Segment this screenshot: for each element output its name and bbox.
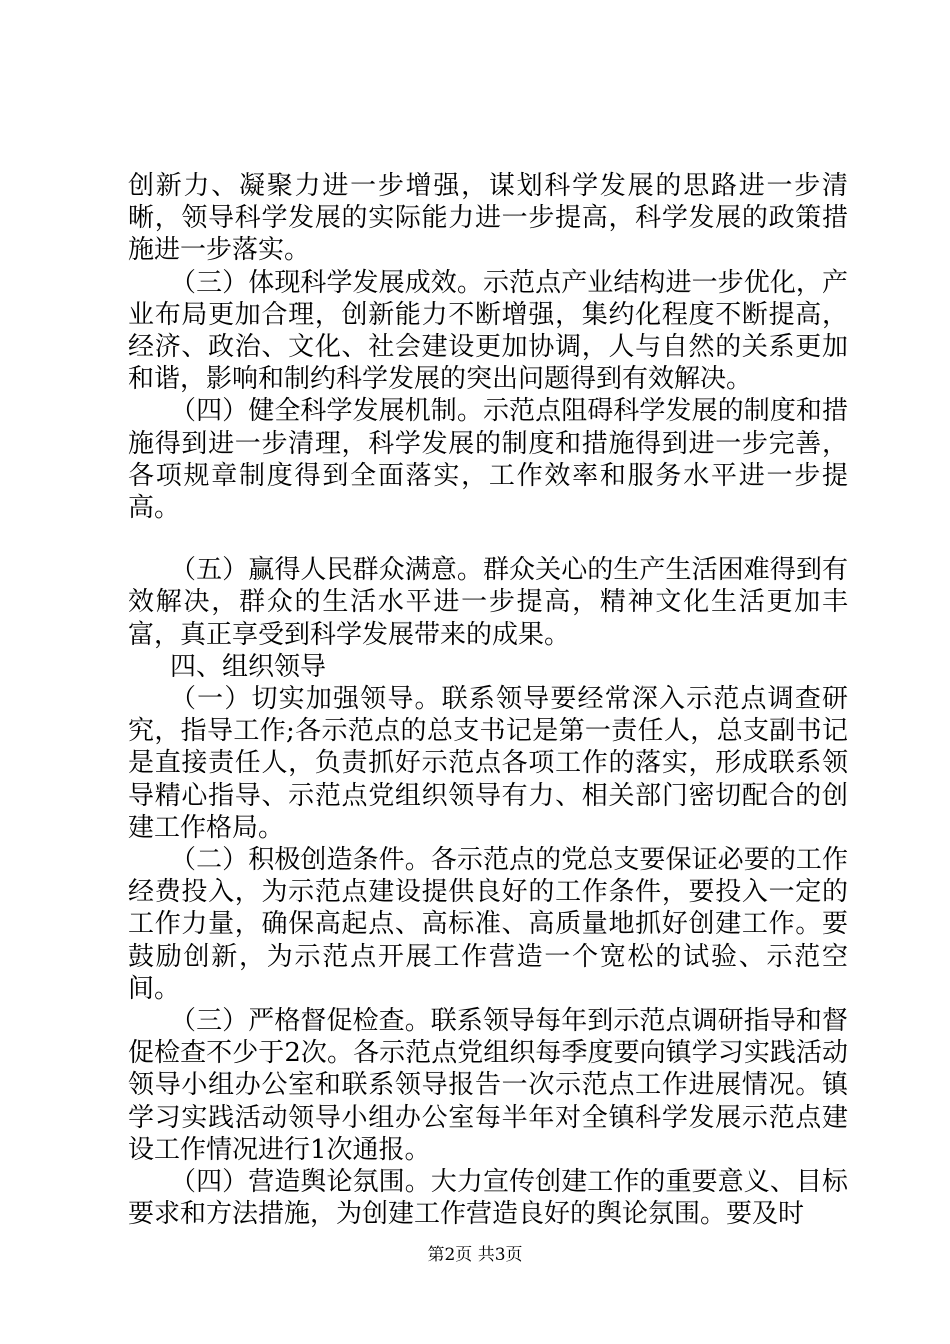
paragraph-leadership-2: （二）积极创造条件。各示范点的党总支要保证必要的工作经费投入，为示范点建设提供良好的工作条件，要投入一定的工作力量，确保高起点、高标准、高质量地抓好创建工作。要鼓励创新，为示范点开展工作营造一个宽松的试验、示范空间。: [128, 845, 848, 1004]
paragraph-section-3: （三）体现科学发展成效。示范点产业结构进一步优化，产业布局更加合理，创新能力不断增强，集约化程度不断提高，经济、政治、文化、社会建设更加协调，人与自然的关系更加和谐，影响和制约科学发展的突出问题得到有效解决。: [128, 267, 848, 395]
paragraph-leadership-1: （一）切实加强领导。联系领导要经常深入示范点调查研究，指导工作;各示范点的总支书记是第一责任人，总支副书记是直接责任人，负责抓好示范点各项工作的落实，形成联系领导精心指导、示范点党组织领导有力、相关部门密切配合的创建工作格局。: [128, 684, 848, 843]
paragraph-section-5: （五）赢得人民群众满意。群众关心的生产生活困难得到有效解决，群众的生活水平进一步提高，精神文化生活更加丰富，真正享受到科学发展带来的成果。: [128, 555, 848, 650]
paragraph-leadership-3: （三）严格督促检查。联系领导每年到示范点调研指导和督促检查不少于2次。各示范点党组织每季度要向镇学习实践活动领导小组办公室和联系领导报告一次示范点工作进展情况。镇学习实践活动领导小组办公室每半年对全镇科学发展示范点建设工作情况进行1次通报。: [128, 1006, 848, 1165]
page-number-footer: 第2页 共3页: [427, 1245, 523, 1265]
paragraph-continuation: 创新力、凝聚力进一步增强，谋划科学发展的思路进一步清晰，领导科学发展的实际能力进一步提高，科学发展的政策措施进一步落实。: [128, 171, 848, 266]
document-body: [128, 170, 848, 1231]
paragraph-section-4: （四）健全科学发展机制。示范点阻碍科学发展的制度和措施得到进一步清理，科学发展的制度和措施得到进一步完善，各项规章制度得到全面落实，工作效率和服务水平进一步提高。: [128, 396, 848, 524]
paragraph-leadership-4: （四）营造舆论氛围。大力宣传创建工作的重要意义、目标要求和方法措施，为创建工作营造良好的舆论氛围。要及时: [128, 1167, 848, 1230]
heading-organization-leadership: 四、组织领导: [170, 651, 327, 682]
